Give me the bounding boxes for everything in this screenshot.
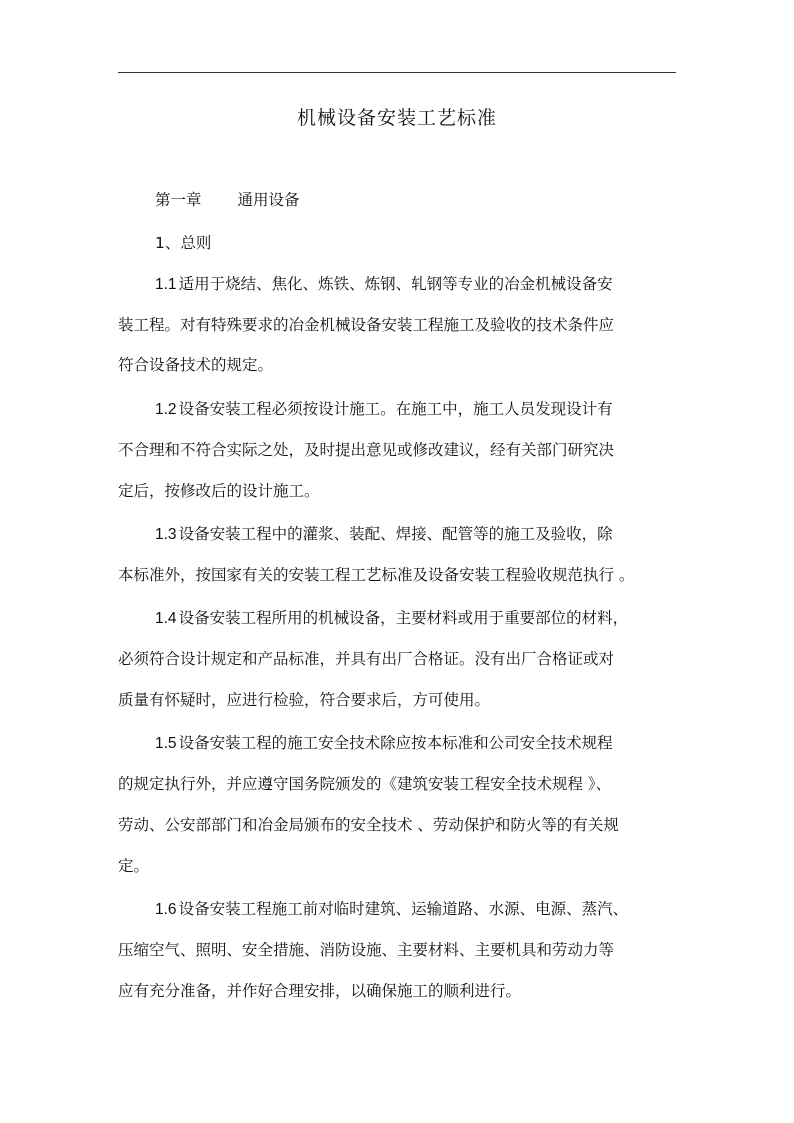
clause-text: 设备安装工程必须按设计施工。在施工中，施工人员发现设计有	[178, 400, 613, 418]
clause-1-5-line-3: 劳动、公安部部门和冶金局颁布的安全技术 、劳动保护和防火等的有关规	[118, 816, 619, 834]
clause-text: 设备安装工程所用的机械设备，主要材料或用于重要部位的材料，	[178, 609, 629, 627]
clause-number: 1.4	[155, 610, 177, 627]
clause-1-6-line-1	[155, 897, 628, 922]
clause-1-1-line-2: 装工程。对有特殊要求的冶金机械设备安装工程施工及验收的技术条件应	[118, 316, 615, 334]
clause-1-6-line-3: 应有充分准备，并作好合理安排，以确保施工的顺利进行。	[118, 982, 522, 1000]
clause-text: 设备安装工程中的灌浆、装配、焊接、配管等的施工及验收，除	[178, 525, 613, 543]
clause-number: 1.2	[155, 401, 177, 418]
clause-text: 设备安装工程施工前对临时建筑、运输道路、水源、电源、蒸汽、	[178, 900, 629, 918]
clause-1-3-line-2: 本标准外，按国家有关的安装工程工艺标准及设备安装工程验收规范执行 。	[118, 566, 635, 584]
clause-1-3-line-1	[155, 522, 613, 547]
clause-number: 1.5	[155, 735, 177, 752]
clause-1-1-line-1	[155, 272, 613, 297]
clause-1-6-line-2: 压缩空气、照明、安全措施、消防设施、主要材料、主要机具和劳动力等	[118, 941, 615, 959]
clause-1-2-line-1	[155, 397, 613, 422]
clause-1-4-line-2: 必须符合设计规定和产品标准，并具有出厂合格证。没有出厂合格证或对	[118, 650, 615, 668]
clause-number: 1.1	[155, 276, 177, 293]
header-rule	[118, 72, 676, 73]
clause-1-5-line-4: 定。	[118, 857, 150, 875]
clause-text: 设备安装工程的施工安全技术除应按本标准和公司安全技术规程	[178, 734, 613, 752]
section-heading: 1、总则	[155, 234, 212, 252]
clause-1-4-line-1	[155, 606, 628, 631]
clause-1-4-line-3: 质量有怀疑时，应进行检验，符合要求后，方可使用。	[118, 691, 491, 709]
clause-1-5-line-2: 的规定执行外，并应遵守国务院颁发的《建筑安装工程安全技术规程 》、	[118, 775, 612, 793]
chapter-label: 第一章	[155, 191, 202, 209]
clause-text: 适用于烧结、焦化、炼铁、炼钢、轧钢等专业的冶金机械设备安	[178, 275, 613, 293]
clause-number: 1.6	[155, 901, 177, 918]
clause-1-2-line-2: 不合理和不符合实际之处，及时提出意见或修改建议，经有关部门研究决	[118, 441, 615, 459]
clause-1-1-line-3: 符合设备技术的规定。	[118, 356, 274, 374]
chapter-heading	[155, 188, 300, 212]
document-title: 机械设备安装工艺标准	[296, 107, 497, 129]
clause-1-2-line-3: 定后，按修改后的设计施工。	[118, 482, 320, 500]
clause-number: 1.3	[155, 526, 177, 543]
chapter-name: 通用设备	[237, 191, 300, 209]
clause-1-5-line-1	[155, 731, 613, 756]
